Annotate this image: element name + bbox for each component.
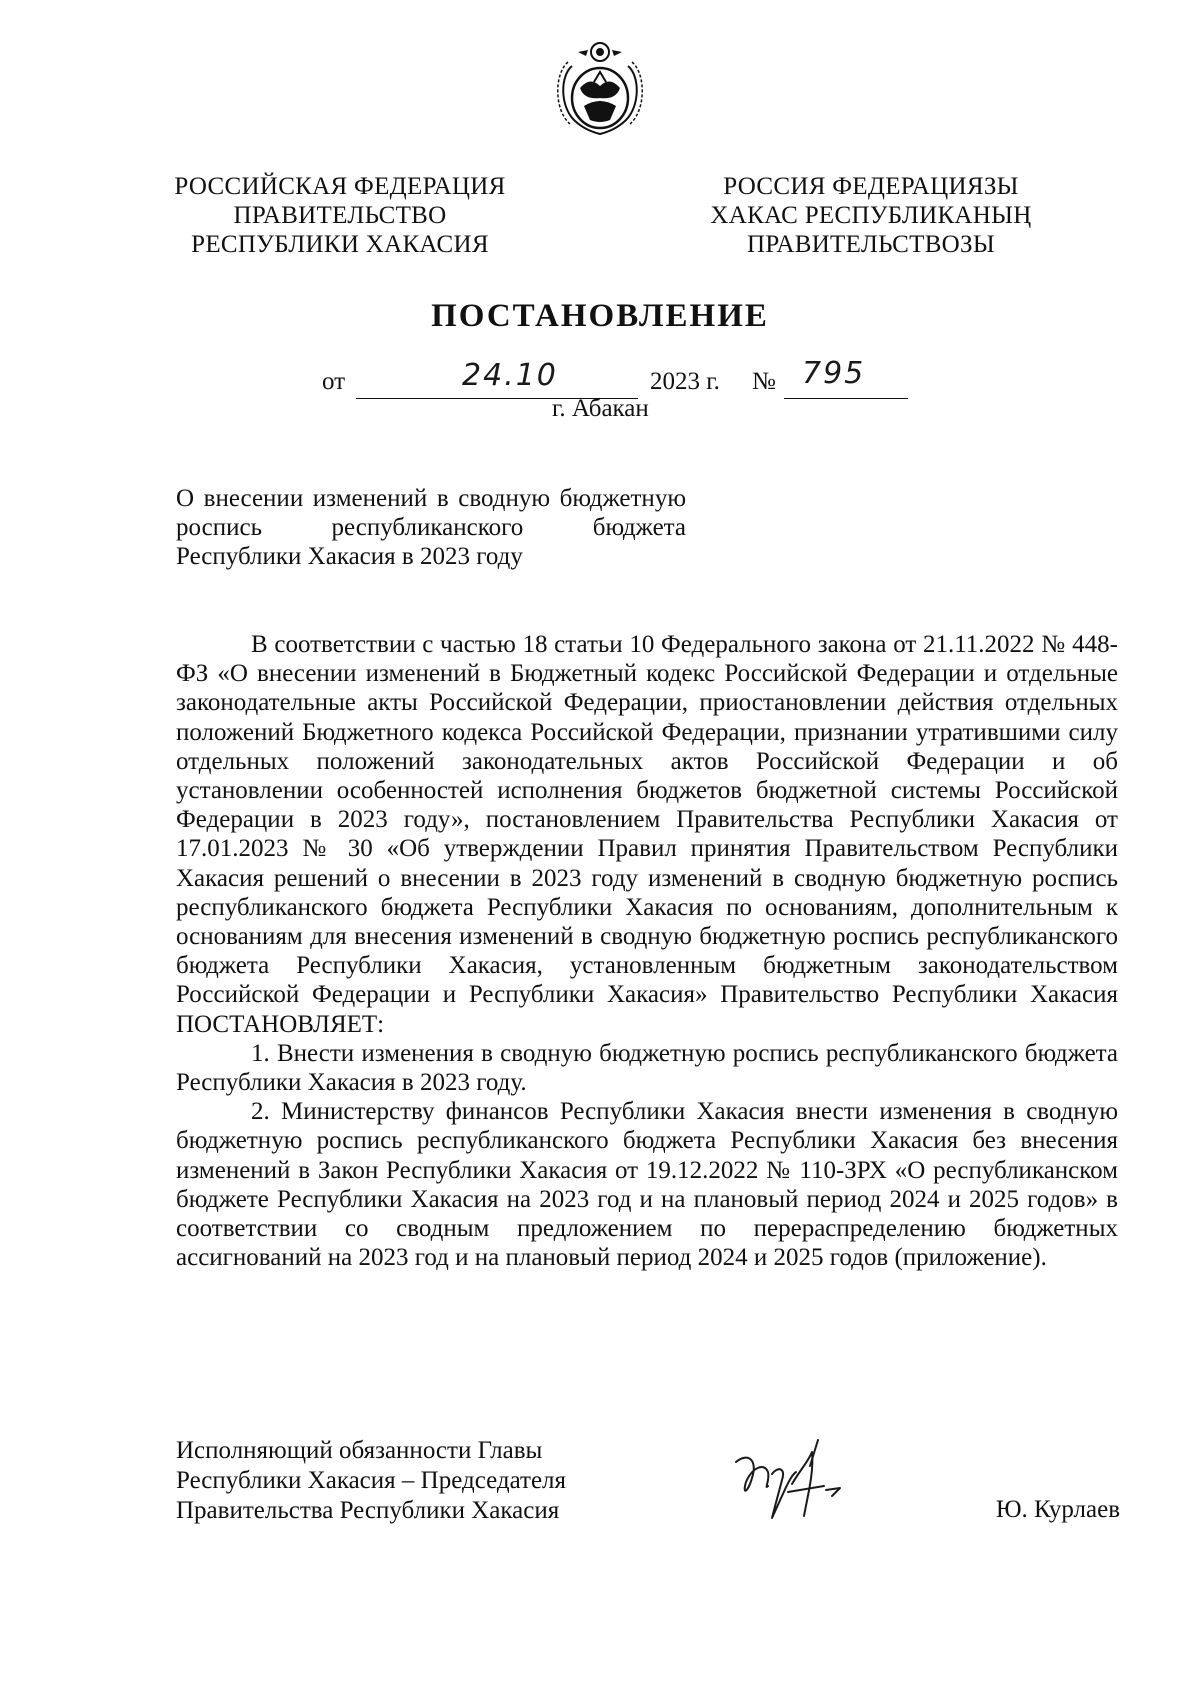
signatory-position (176, 1436, 646, 1526)
from-label: от (322, 368, 346, 395)
header-left-russian (170, 172, 510, 259)
document-title: ПОСТАНОВЛЕНИЕ (431, 298, 769, 334)
handwritten-number: 795 (802, 356, 866, 391)
document-body (176, 630, 1118, 1272)
header-left-line: РЕСПУБЛИКИ ХАКАСИЯ (191, 231, 489, 258)
city-label: г. Абакан (552, 395, 649, 422)
year-label: 2023 г. (650, 368, 720, 395)
number-label: № (752, 368, 776, 395)
signatory-position-line: Республики Хакасия – Председателя (176, 1467, 567, 1494)
signatory-position-line: Исполняющий обязанности Главы (176, 1437, 543, 1464)
header-left-line: ПРАВИТЕЛЬСТВО (233, 202, 447, 229)
body-paragraph: 1. Внести изменения в сводную бюджетную роспись республиканского бюджета Республики Хакасия в 2023 году. (176, 1039, 1118, 1097)
header-right-line: ХАКАС РЕСПУБЛИКАНЫҢ (710, 202, 1032, 229)
header-left-line: РОССИЙСКАЯ ФЕДЕРАЦИЯ (174, 173, 506, 200)
header-right-khakas (706, 172, 1036, 259)
number-underline (784, 398, 908, 399)
header-right-line: РОССИЯ ФЕДЕРАЦИЯЗЫ (723, 173, 1019, 200)
coat-of-arms-emblem (550, 36, 650, 140)
body-paragraph: В соответствии с частью 18 статьи 10 Федерального закона от 21.11.2022 № 448-ФЗ «О внесении изменений в Бюджетный кодекс Российской Федерации и отдельные законодательные акты Российской Федерации, приостановлении действия отдельных положений Бюджетного кодекса Российской Федерации, признании утратившими силу отдельных положений законодательных актов Российской Федерации и об установлении особенностей исполнения бюджетов бюджетной системы Российской Федерации в 2023 году», постановлением Правительства Республики Хакасия от 17.01.2023 № 30 «Об утверждении Правил принятия Правительством Республики Хакасия решений о внесении в 2023 году изменений в сводную бюджетную роспись республиканского бюджета Республики Хакасия по основаниям, дополнительным к основаниям для внесения изменений в сводную бюджетную роспись республиканского бюджета Республики Хакасия, установленным бюджетным законодательством Российской Федерации и Республики Хакасия» Правительство Республики Хакасия ПОСТАНОВЛЯЕТ: (176, 631, 1118, 1038)
handwritten-signature (728, 1432, 858, 1532)
body-paragraph: 2. Министерству финансов Республики Хакасия внести изменения в сводную бюджетную роспись республиканского бюджета Республики Хакасия без внесения изменений в Закон Республики Хакасия от 19.12.2022 № 110-ЗРХ «О республиканском бюджете Республики Хакасия на 2023 год и на плановый период 2024 и 2025 годов» в соответствии со сводным предложением по перераспределению бюджетных ассигнований на 2023 год и на плановый период 2024 и 2025 годов (приложение). (176, 1098, 1118, 1272)
signatory-position-line: Правительства Республики Хакасия (176, 1497, 560, 1524)
header-right-line: ПРАВИТЕЛЬСТВОЗЫ (747, 231, 995, 258)
document-subject: О внесении изменений в сводную бюджетную роспись республиканского бюджета Республики Хакасия в 2023 году (176, 485, 686, 570)
signatory-name: Ю. Курлаев (995, 1496, 1120, 1523)
handwritten-date: 24.10 (462, 358, 558, 393)
